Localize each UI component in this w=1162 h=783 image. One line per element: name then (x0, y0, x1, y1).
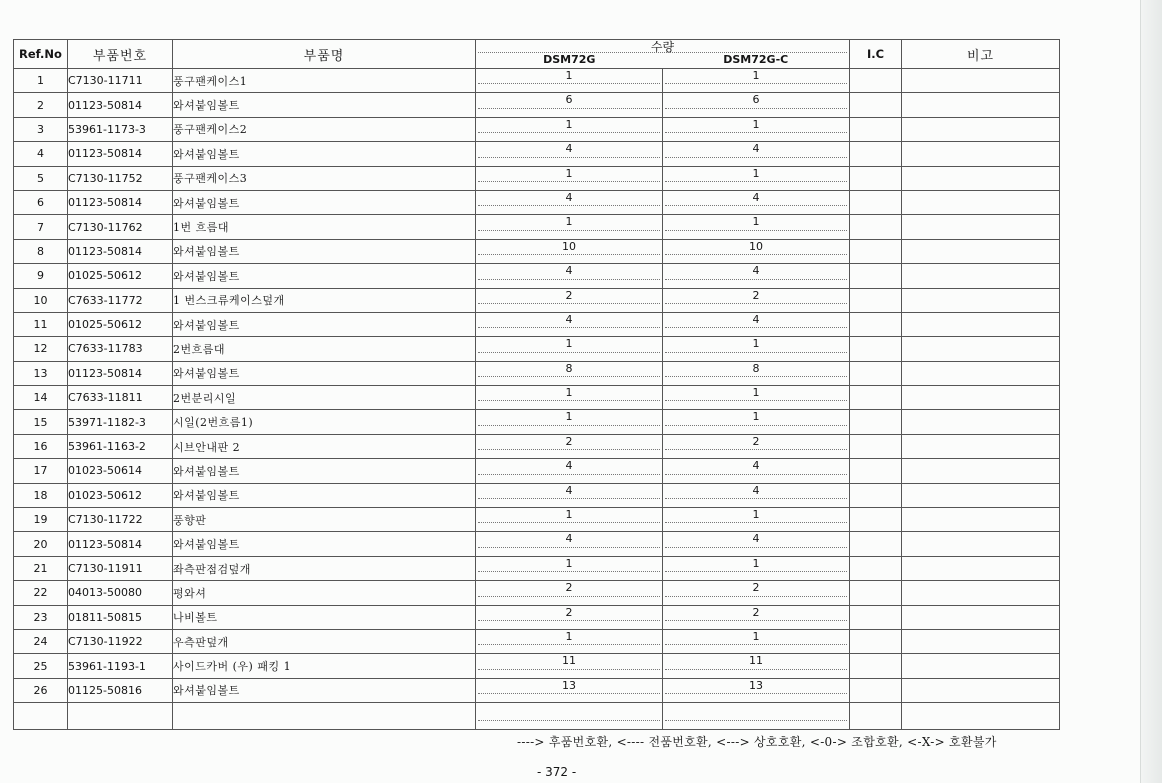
ic-cell (850, 312, 902, 336)
qty-dsm72g-c-cell: 2 (663, 581, 850, 605)
part-name-cell: 풍구팬케이스2 (173, 117, 476, 141)
table-row (14, 239, 1060, 263)
header-remarks: 비고 (902, 40, 1060, 69)
remarks-cell (902, 532, 1060, 556)
table-row (14, 434, 1060, 458)
part-name-cell: 사이드카버 (우) 패킹 1 (173, 654, 476, 678)
qty-dsm72g-c-cell: 4 (663, 312, 850, 336)
qty-dsm72g-cell: 6 (476, 93, 663, 117)
part-number-cell: 01025-50612 (68, 312, 173, 336)
ref-no-cell: 19 (14, 508, 68, 532)
qty-dsm72g-c-cell: 1 (663, 166, 850, 190)
qty-dsm72g-cell: 1 (476, 410, 663, 434)
remarks-cell (902, 288, 1060, 312)
qty-dsm72g-cell: 1 (476, 215, 663, 239)
ref-no-cell: 18 (14, 483, 68, 507)
header-model-dsm72g: DSM72G (543, 53, 596, 66)
part-number-cell: C7130-11711 (68, 69, 173, 93)
part-number-cell: C7130-11752 (68, 166, 173, 190)
qty-dsm72g-cell: 2 (476, 434, 663, 458)
remarks-cell (902, 239, 1060, 263)
table-row (14, 605, 1060, 629)
part-name-cell: 와셔붙임볼트 (173, 190, 476, 214)
qty-dsm72g-cell: 11 (476, 654, 663, 678)
ic-cell (850, 410, 902, 434)
ref-no-cell: 14 (14, 386, 68, 410)
qty-dsm72g-cell: 2 (476, 288, 663, 312)
part-name-cell: 풍구팬케이스1 (173, 69, 476, 93)
qty-dsm72g-c-cell: 10 (663, 239, 850, 263)
table-row (14, 361, 1060, 385)
remarks-cell (902, 337, 1060, 361)
parts-table (13, 39, 1060, 730)
ic-cell (850, 361, 902, 385)
table-row (14, 288, 1060, 312)
part-name-cell: 시일(2번흐름1) (173, 410, 476, 434)
remarks-cell (902, 361, 1060, 385)
part-number-cell: C7130-11911 (68, 556, 173, 580)
ref-no-cell: 20 (14, 532, 68, 556)
qty-dsm72g-c-cell: 1 (663, 69, 850, 93)
part-name-cell: 1번 흐름대 (173, 215, 476, 239)
qty-dsm72g-cell: 1 (476, 386, 663, 410)
qty-dsm72g-c-cell: 6 (663, 93, 850, 117)
remarks-cell (902, 483, 1060, 507)
qty-dsm72g-c-cell: 1 (663, 337, 850, 361)
qty-dsm72g-cell: 2 (476, 581, 663, 605)
ic-cell (850, 605, 902, 629)
qty-dsm72g-c-cell: 2 (663, 434, 850, 458)
part-name-cell: 평와셔 (173, 581, 476, 605)
ic-cell (850, 117, 902, 141)
header-part-number: 부품번호 (68, 40, 173, 69)
part-name-cell: 와셔붙임볼트 (173, 678, 476, 702)
table-row (14, 337, 1060, 361)
empty-cell (663, 703, 850, 730)
ref-no-cell: 24 (14, 629, 68, 653)
qty-dsm72g-c-cell: 1 (663, 386, 850, 410)
part-name-cell: 1 번스크류케이스덮개 (173, 288, 476, 312)
part-number-cell: 01123-50814 (68, 93, 173, 117)
qty-dsm72g-cell: 10 (476, 239, 663, 263)
ic-cell (850, 93, 902, 117)
part-name-cell: 와셔붙임볼트 (173, 483, 476, 507)
part-name-cell: 2번흐름대 (173, 337, 476, 361)
remarks-cell (902, 654, 1060, 678)
table-row (14, 166, 1060, 190)
remarks-cell (902, 93, 1060, 117)
qty-dsm72g-cell: 2 (476, 605, 663, 629)
remarks-cell (902, 459, 1060, 483)
empty-cell (68, 703, 173, 730)
part-name-cell: 풍구팬케이스3 (173, 166, 476, 190)
qty-dsm72g-cell: 1 (476, 166, 663, 190)
parts-table-body (14, 69, 1060, 730)
qty-dsm72g-c-cell: 1 (663, 556, 850, 580)
interchangeability-legend: ----> 후품번호환, <---- 전품번호환, <---> 상호호환, <-0-> 조합호환, <-X-> 호환불가 (517, 735, 997, 749)
qty-dsm72g-cell: 4 (476, 142, 663, 166)
ref-no-cell: 16 (14, 434, 68, 458)
scan-edge-line (1140, 0, 1141, 783)
qty-dsm72g-c-cell: 1 (663, 629, 850, 653)
qty-dsm72g-c-cell: 4 (663, 532, 850, 556)
qty-dsm72g-c-cell: 2 (663, 288, 850, 312)
qty-dsm72g-cell: 8 (476, 361, 663, 385)
table-row (14, 654, 1060, 678)
ref-no-cell: 15 (14, 410, 68, 434)
page-number: - 372 - (537, 765, 577, 779)
ref-no-cell: 9 (14, 264, 68, 288)
remarks-cell (902, 312, 1060, 336)
remarks-cell (902, 69, 1060, 93)
ref-no-cell: 5 (14, 166, 68, 190)
qty-dsm72g-c-cell: 1 (663, 410, 850, 434)
remarks-cell (902, 190, 1060, 214)
remarks-cell (902, 142, 1060, 166)
part-name-cell: 와셔붙임볼트 (173, 142, 476, 166)
scan-edge-shadow (1140, 0, 1162, 783)
part-number-cell: C7633-11772 (68, 288, 173, 312)
part-name-cell: 와셔붙임볼트 (173, 361, 476, 385)
header-row (14, 40, 1060, 69)
remarks-cell (902, 215, 1060, 239)
ref-no-cell: 2 (14, 93, 68, 117)
header-quantity (476, 40, 850, 69)
ic-cell (850, 288, 902, 312)
ic-cell (850, 556, 902, 580)
qty-dsm72g-c-cell: 1 (663, 508, 850, 532)
remarks-cell (902, 629, 1060, 653)
qty-dsm72g-cell: 4 (476, 459, 663, 483)
part-name-cell: 풍향판 (173, 508, 476, 532)
remarks-cell (902, 508, 1060, 532)
empty-cell (14, 703, 68, 730)
table-row (14, 410, 1060, 434)
table-row (14, 69, 1060, 93)
part-number-cell: 01023-50614 (68, 459, 173, 483)
qty-dsm72g-cell: 1 (476, 629, 663, 653)
part-number-cell: C7130-11722 (68, 508, 173, 532)
part-name-cell: 와셔붙임볼트 (173, 239, 476, 263)
part-number-cell: 01025-50612 (68, 264, 173, 288)
part-name-cell: 와셔붙임볼트 (173, 532, 476, 556)
part-number-cell: C7130-11762 (68, 215, 173, 239)
part-name-cell: 와셔붙임볼트 (173, 312, 476, 336)
qty-dsm72g-c-cell: 4 (663, 459, 850, 483)
ref-no-cell: 13 (14, 361, 68, 385)
ic-cell (850, 654, 902, 678)
ref-no-cell: 3 (14, 117, 68, 141)
part-number-cell: 01123-50814 (68, 142, 173, 166)
ref-no-cell: 1 (14, 69, 68, 93)
part-number-cell: 53971-1182-3 (68, 410, 173, 434)
ref-no-cell: 17 (14, 459, 68, 483)
ic-cell (850, 459, 902, 483)
header-ref-no: Ref.No (14, 40, 68, 69)
qty-dsm72g-c-cell: 4 (663, 483, 850, 507)
ic-cell (850, 483, 902, 507)
remarks-cell (902, 117, 1060, 141)
part-name-cell: 2번분리시일 (173, 386, 476, 410)
part-number-cell: 53961-1173-3 (68, 117, 173, 141)
table-row (14, 142, 1060, 166)
part-number-cell: C7633-11811 (68, 386, 173, 410)
table-row (14, 386, 1060, 410)
ref-no-cell: 23 (14, 605, 68, 629)
table-row (14, 459, 1060, 483)
part-name-cell: 우측판덮개 (173, 629, 476, 653)
qty-dsm72g-c-cell: 11 (663, 654, 850, 678)
part-number-cell: 01125-50816 (68, 678, 173, 702)
part-number-cell: 53961-1163-2 (68, 434, 173, 458)
table-row (14, 190, 1060, 214)
qty-dsm72g-cell: 1 (476, 117, 663, 141)
ic-cell (850, 166, 902, 190)
table-row (14, 93, 1060, 117)
empty-table-row (14, 703, 1060, 730)
ic-cell (850, 434, 902, 458)
qty-dsm72g-cell: 4 (476, 483, 663, 507)
qty-dsm72g-cell: 1 (476, 69, 663, 93)
ic-cell (850, 678, 902, 702)
remarks-cell (902, 434, 1060, 458)
part-name-cell: 와셔붙임볼트 (173, 93, 476, 117)
qty-dsm72g-cell: 1 (476, 508, 663, 532)
ref-no-cell: 12 (14, 337, 68, 361)
ic-cell (850, 532, 902, 556)
ref-no-cell: 22 (14, 581, 68, 605)
qty-dsm72g-c-cell: 8 (663, 361, 850, 385)
ic-cell (850, 386, 902, 410)
part-number-cell: 01123-50814 (68, 190, 173, 214)
table-row (14, 312, 1060, 336)
part-number-cell: 01811-50815 (68, 605, 173, 629)
part-name-cell: 와셔붙임볼트 (173, 459, 476, 483)
qty-dsm72g-c-cell: 1 (663, 215, 850, 239)
header-quantity-label: 수량 (650, 40, 675, 54)
qty-dsm72g-cell: 13 (476, 678, 663, 702)
ref-no-cell: 8 (14, 239, 68, 263)
qty-dsm72g-c-cell: 1 (663, 117, 850, 141)
part-number-cell: 04013-50080 (68, 581, 173, 605)
remarks-cell (902, 166, 1060, 190)
empty-cell (173, 703, 476, 730)
part-number-cell: 01123-50814 (68, 239, 173, 263)
remarks-cell (902, 605, 1060, 629)
ic-cell (850, 142, 902, 166)
table-row (14, 581, 1060, 605)
part-number-cell: C7130-11922 (68, 629, 173, 653)
ic-cell (850, 215, 902, 239)
table-row (14, 264, 1060, 288)
ref-no-cell: 10 (14, 288, 68, 312)
remarks-cell (902, 410, 1060, 434)
qty-dsm72g-c-cell: 4 (663, 142, 850, 166)
table-row (14, 678, 1060, 702)
ic-cell (850, 264, 902, 288)
qty-dsm72g-c-cell: 2 (663, 605, 850, 629)
ic-cell (850, 581, 902, 605)
table-row (14, 508, 1060, 532)
header-ic: I.C (850, 40, 902, 69)
part-number-cell: 53961-1193-1 (68, 654, 173, 678)
empty-cell (850, 703, 902, 730)
table-row (14, 556, 1060, 580)
remarks-cell (902, 386, 1060, 410)
remarks-cell (902, 678, 1060, 702)
ic-cell (850, 239, 902, 263)
ref-no-cell: 25 (14, 654, 68, 678)
qty-dsm72g-c-cell: 4 (663, 264, 850, 288)
ref-no-cell: 21 (14, 556, 68, 580)
qty-dsm72g-c-cell: 4 (663, 190, 850, 214)
table-row (14, 483, 1060, 507)
part-number-cell: 01123-50814 (68, 532, 173, 556)
remarks-cell (902, 556, 1060, 580)
ic-cell (850, 629, 902, 653)
qty-dsm72g-cell: 4 (476, 264, 663, 288)
part-number-cell: 01023-50612 (68, 483, 173, 507)
qty-dsm72g-cell: 1 (476, 337, 663, 361)
table-row (14, 629, 1060, 653)
ref-no-cell: 26 (14, 678, 68, 702)
ic-cell (850, 337, 902, 361)
ic-cell (850, 69, 902, 93)
qty-dsm72g-c-cell: 13 (663, 678, 850, 702)
part-name-cell: 좌측판점검덮개 (173, 556, 476, 580)
ic-cell (850, 190, 902, 214)
ref-no-cell: 6 (14, 190, 68, 214)
remarks-cell (902, 264, 1060, 288)
qty-dsm72g-cell: 4 (476, 190, 663, 214)
empty-cell (476, 703, 663, 730)
table-row (14, 215, 1060, 239)
part-number-cell: C7633-11783 (68, 337, 173, 361)
header-part-name: 부품명 (173, 40, 476, 69)
remarks-cell (902, 581, 1060, 605)
ref-no-cell: 4 (14, 142, 68, 166)
part-name-cell: 나비볼트 (173, 605, 476, 629)
ref-no-cell: 7 (14, 215, 68, 239)
part-name-cell: 시브안내판 2 (173, 434, 476, 458)
part-number-cell: 01123-50814 (68, 361, 173, 385)
ic-cell (850, 508, 902, 532)
table-row (14, 532, 1060, 556)
qty-dsm72g-cell: 1 (476, 556, 663, 580)
part-name-cell: 와셔붙임볼트 (173, 264, 476, 288)
ref-no-cell: 11 (14, 312, 68, 336)
empty-cell (902, 703, 1060, 730)
qty-dsm72g-cell: 4 (476, 532, 663, 556)
header-model-dsm72g-c: DSM72G-C (723, 53, 789, 66)
table-row (14, 117, 1060, 141)
qty-dsm72g-cell: 4 (476, 312, 663, 336)
